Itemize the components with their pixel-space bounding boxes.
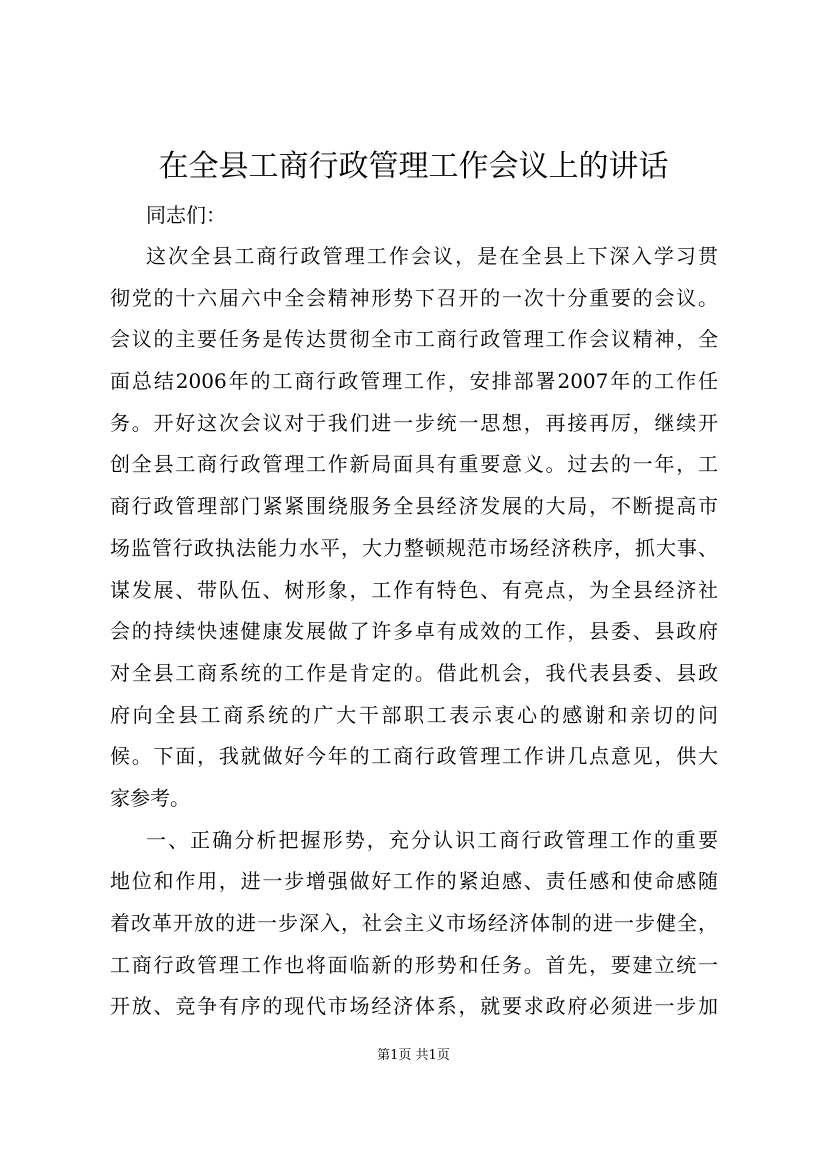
text-line: 谋发展、带队伍、树形象，工作有特色、有亮点，为全县经济社 <box>110 577 718 602</box>
text-line: 创全县工商行政管理工作新局面具有重要意义。过去的一年，工 <box>110 452 718 477</box>
text-line: 地位和作用，进一步增强做好工作的紧迫感、责任感和使命感随 <box>110 869 718 894</box>
salutation: 同志们： <box>146 203 226 227</box>
text-line: 务。开好这次会议对于我们进一步统一思想，再接再厉，继续开 <box>110 410 718 435</box>
text-line: 面总结2006年的工商行政管理工作，安排部署2007年的工作任 <box>110 369 718 394</box>
text-line: 着改革开放的进一步深入，社会主义市场经济体制的进一步健全， <box>110 911 718 935</box>
page-footer: 第1页 共1页 <box>377 1048 450 1063</box>
text-line: 对全县工商系统的工作是肯定的。借此机会，我代表县委、县政 <box>110 660 718 685</box>
text-line: 场监管行政执法能力水平，大力整顿规范市场经济秩序，抓大事、 <box>110 535 718 560</box>
text-line: 工商行政管理工作也将面临新的形势和任务。首先，要建立统一 <box>110 952 718 977</box>
text-line: 这次全县工商行政管理工作会议，是在全县上下深入学习贯 <box>146 244 718 268</box>
text-line: 开放、竞争有序的现代市场经济体系，就要求政府必须进一步加 <box>110 994 718 1019</box>
text-line: 家参考。 <box>110 785 190 810</box>
paragraph-1 <box>110 236 718 820</box>
text-line: 府向全县工商系统的广大干部职工表示衷心的感谢和亲切的问 <box>110 702 718 727</box>
text-line: 商行政管理部门紧紧围绕服务全县经济发展的大局，不断提高市 <box>110 494 718 519</box>
text-line: 一、正确分析把握形势，充分认识工商行政管理工作的重要 <box>146 827 718 852</box>
paragraph-2 <box>110 820 718 1028</box>
document-title: 在全县工商行政管理工作会议上的讲话 <box>158 149 669 184</box>
text-line: 会议的主要任务是传达贯彻全市工商行政管理工作会议精神，全 <box>110 327 718 352</box>
text-line: 彻党的十六届六中全会精神形势下召开的一次十分重要的会议。 <box>110 285 718 310</box>
document-body <box>110 195 718 1028</box>
text-line: 候。下面，我就做好今年的工商行政管理工作讲几点意见，供大 <box>110 744 718 769</box>
text-line: 会的持续快速健康发展做了许多卓有成效的工作，县委、县政府 <box>110 619 718 644</box>
